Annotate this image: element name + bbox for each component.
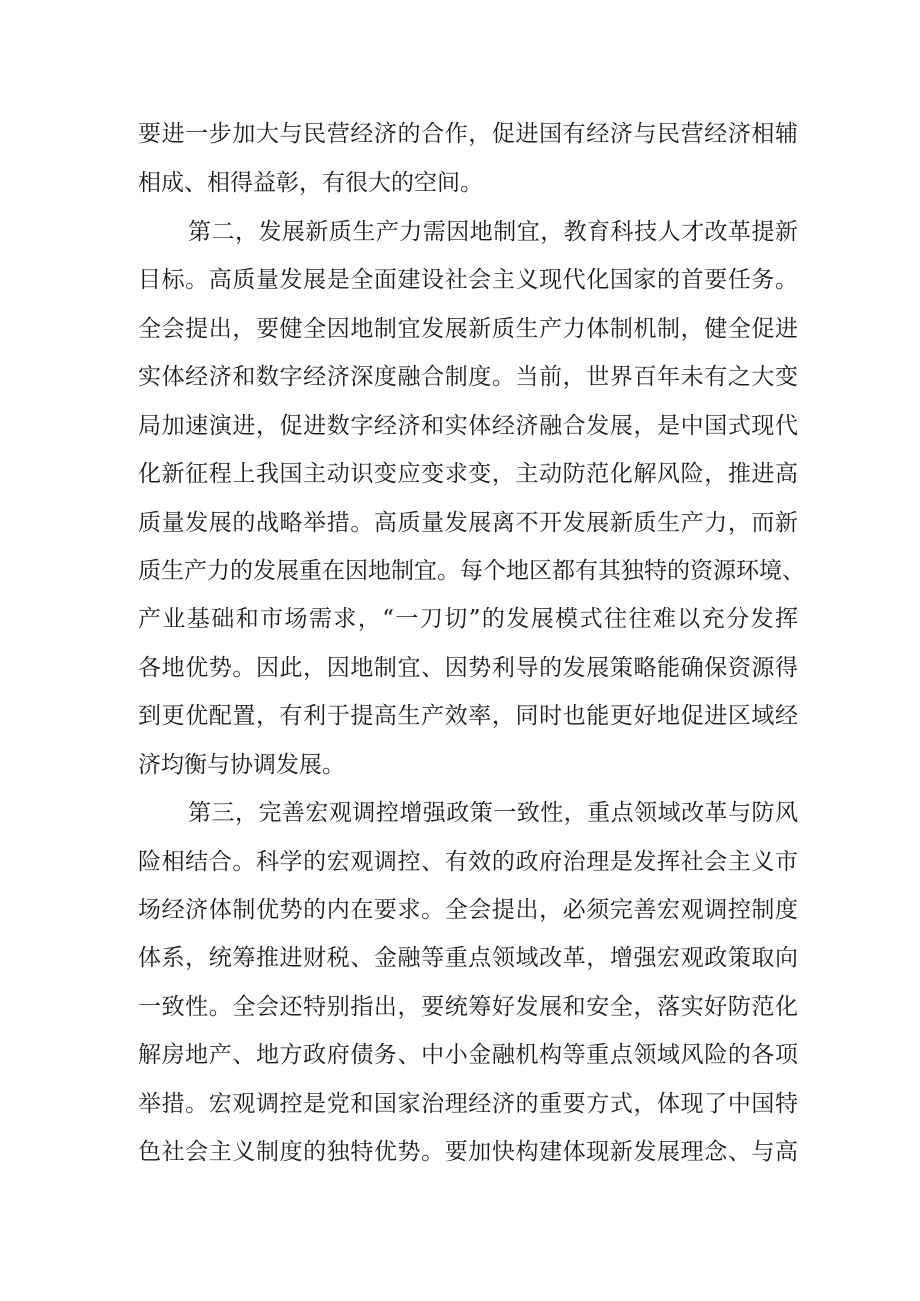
text-line: 目标。高质量发展是全面建设社会主义现代化国家的首要任务。 [138,267,798,293]
text-line: 色社会主义制度的独特优势。要加快构建体现新发展理念、与高 [138,1139,798,1165]
text-line: 险相结合。科学的宏观调控、有效的政府治理是发挥社会主义市 [138,849,798,875]
text-line: 实体经济和数字经济深度融合制度。当前，世界百年未有之大变 [138,364,798,390]
text-line: 产业基础和市场需求，“一刀切”的发展模式往往难以充分发挥 [138,606,798,632]
text-line: 举措。宏观调控是党和国家治理经济的重要方式，体现了中国特 [138,1091,798,1117]
text-line: 济均衡与协调发展。 [138,752,345,778]
text-line: 体系，统筹推进财税、金融等重点领域改革，增强宏观政策取向 [138,945,798,971]
text-line: 局加速演进，促进数字经济和实体经济融合发展，是中国式现代 [138,413,798,439]
paragraph-heading-line: 第三，完善宏观调控增强政策一致性，重点领域改革与防风 [188,800,798,826]
text-line: 质量发展的战略举措。高质量发展离不开发展新质生产力，而新 [138,510,798,536]
text-line: 化新征程上我国主动识变应变求变，主动防范化解风险，推进高 [138,461,798,487]
text-line: 质生产力的发展重在因地制宜。每个地区都有其独特的资源环境、 [138,558,805,584]
text-line: 要进一步加大与民营经济的合作，促进国有经济与民营经济相辅 [138,121,798,147]
text-line: 场经济体制优势的内在要求。全会提出，必须完善宏观调控制度 [138,897,798,923]
text-line: 一致性。全会还特别指出，要统筹好发展和安全，落实好防范化 [138,994,798,1020]
text-line: 各地优势。因此，因地制宜、因势利导的发展策略能确保资源得 [138,655,798,681]
text-line: 相成、相得益彰，有很大的空间。 [138,170,483,196]
text-line: 解房地产、地方政府债务、中小金融机构等重点领域风险的各项 [138,1042,798,1068]
text-line: 全会提出，要健全因地制宜发展新质生产力体制机制，健全促进 [138,316,798,342]
text-line: 到更优配置，有利于提高生产效率，同时也能更好地促进区域经 [138,703,798,729]
paragraph-heading-line: 第二，发展新质生产力需因地制宜，教育科技人才改革提新 [188,219,798,245]
